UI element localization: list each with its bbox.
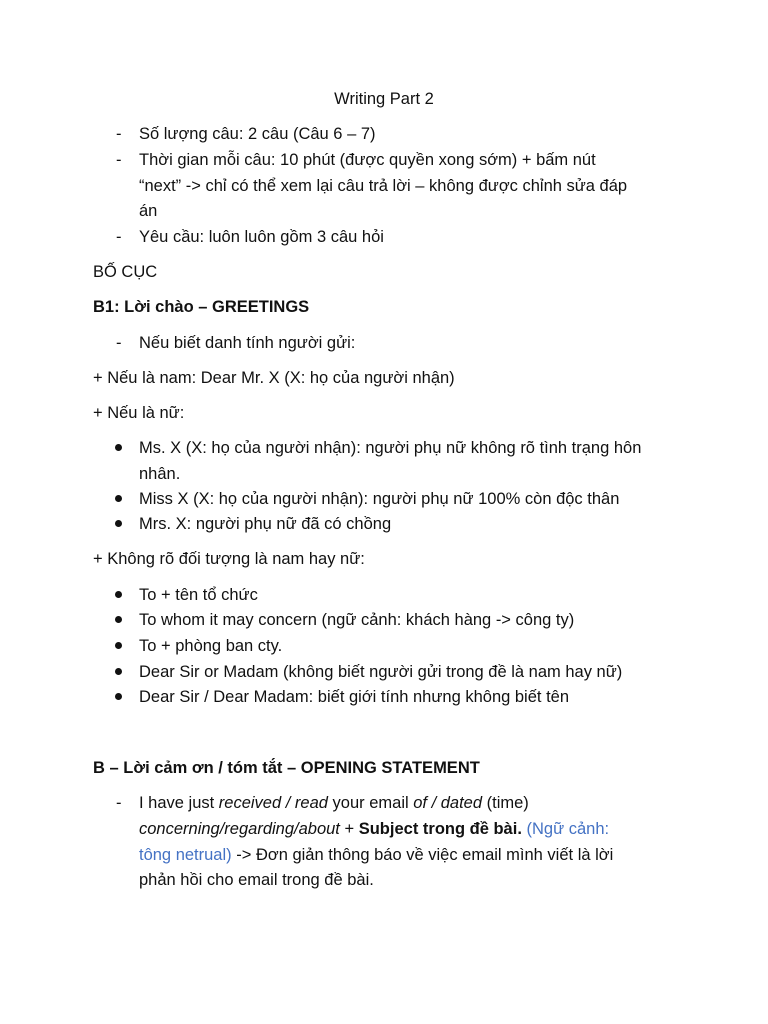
- bullet-marker: [115, 693, 122, 700]
- dash-marker: -: [116, 125, 122, 143]
- opening-line-4: phản hồi cho email trong đề bài.: [139, 871, 374, 889]
- text-run-blue: (Ngữ cảnh:: [526, 820, 610, 838]
- text-run: your email: [327, 794, 414, 812]
- dash-marker: -: [116, 334, 122, 352]
- female-item-mrs: Mrs. X: người phụ nữ đã có chồng: [139, 515, 392, 533]
- bullet-marker: [115, 642, 122, 649]
- male-rule: + Nếu là nam: Dear Mr. X (X: họ của người nhận): [93, 369, 455, 387]
- female-item-ms-cont: nhân.: [139, 465, 181, 483]
- unknown-item-org: To + tên tổ chức: [139, 586, 258, 604]
- female-rule: + Nếu là nữ:: [93, 404, 185, 422]
- bullet-marker: [115, 520, 122, 527]
- dash-marker: -: [116, 228, 122, 246]
- dash-marker: -: [116, 151, 122, 169]
- unknown-item-sir-or-madam: Dear Sir or Madam (không biết người gửi trong đề là nam hay nữ): [139, 663, 623, 681]
- dash-marker: -: [116, 794, 122, 812]
- unknown-item-whom: To whom it may concern (ngữ cảnh: khách hàng -> công ty): [139, 611, 575, 629]
- female-item-ms: Ms. X (X: họ của người nhận): người phụ nữ không rõ tình trạng hôn: [139, 439, 642, 457]
- section-b1-heading: B1: Lời chào – GREETINGS: [93, 298, 310, 316]
- female-item-miss: Miss X (X: họ của người nhận): người phụ nữ 100% còn độc thân: [139, 490, 620, 508]
- intro-item-time-cont2: án: [139, 202, 158, 220]
- unknown-item-sir-slash-madam: Dear Sir / Dear Madam: biết giới tính nhưng không biết tên: [139, 688, 570, 706]
- known-sender-item: Nếu biết danh tính người gửi:: [139, 334, 356, 352]
- opening-line-2: [139, 819, 609, 839]
- text-run: I have just: [139, 794, 219, 812]
- text-run: -> Đơn giản thông báo về việc email mình viết là lời: [231, 846, 614, 864]
- text-run-italic: received / read: [218, 794, 328, 812]
- bullet-marker: [115, 495, 122, 502]
- text-run-italic: concerning/regarding/about: [139, 820, 340, 838]
- section-b-heading: B – Lời cảm ơn / tóm tắt – OPENING STATEMENT: [93, 759, 480, 777]
- text-run-bold: Subject trong đề bài.: [358, 820, 522, 838]
- layout-heading: BỐ CỤC: [93, 263, 158, 281]
- bullet-marker: [115, 444, 122, 451]
- intro-item-requirement: Yêu cầu: luôn luôn gồm 3 câu hỏi: [139, 228, 384, 246]
- intro-item-count: Số lượng câu: 2 câu (Câu 6 – 7): [139, 125, 376, 143]
- text-run: +: [339, 820, 359, 838]
- unknown-item-dept: To + phòng ban cty.: [139, 637, 283, 655]
- page-title: Writing Part 2: [334, 90, 434, 108]
- opening-line-3: [139, 845, 613, 865]
- text-run: (time): [482, 794, 529, 812]
- unknown-gender-rule: + Không rõ đối tượng là nam hay nữ:: [93, 550, 365, 568]
- opening-line-1: [139, 793, 529, 813]
- text-run-italic: of / dated: [413, 794, 483, 812]
- bullet-marker: [115, 591, 122, 598]
- bullet-marker: [115, 616, 122, 623]
- intro-item-time-cont: “next” -> chỉ có thể xem lại câu trả lời – không được chỉnh sửa đáp: [139, 177, 628, 195]
- bullet-marker: [115, 668, 122, 675]
- text-run-blue: tông netrual): [139, 846, 232, 864]
- intro-item-time: Thời gian mỗi câu: 10 phút (được quyền xong sớm) + bấm nút: [139, 151, 596, 169]
